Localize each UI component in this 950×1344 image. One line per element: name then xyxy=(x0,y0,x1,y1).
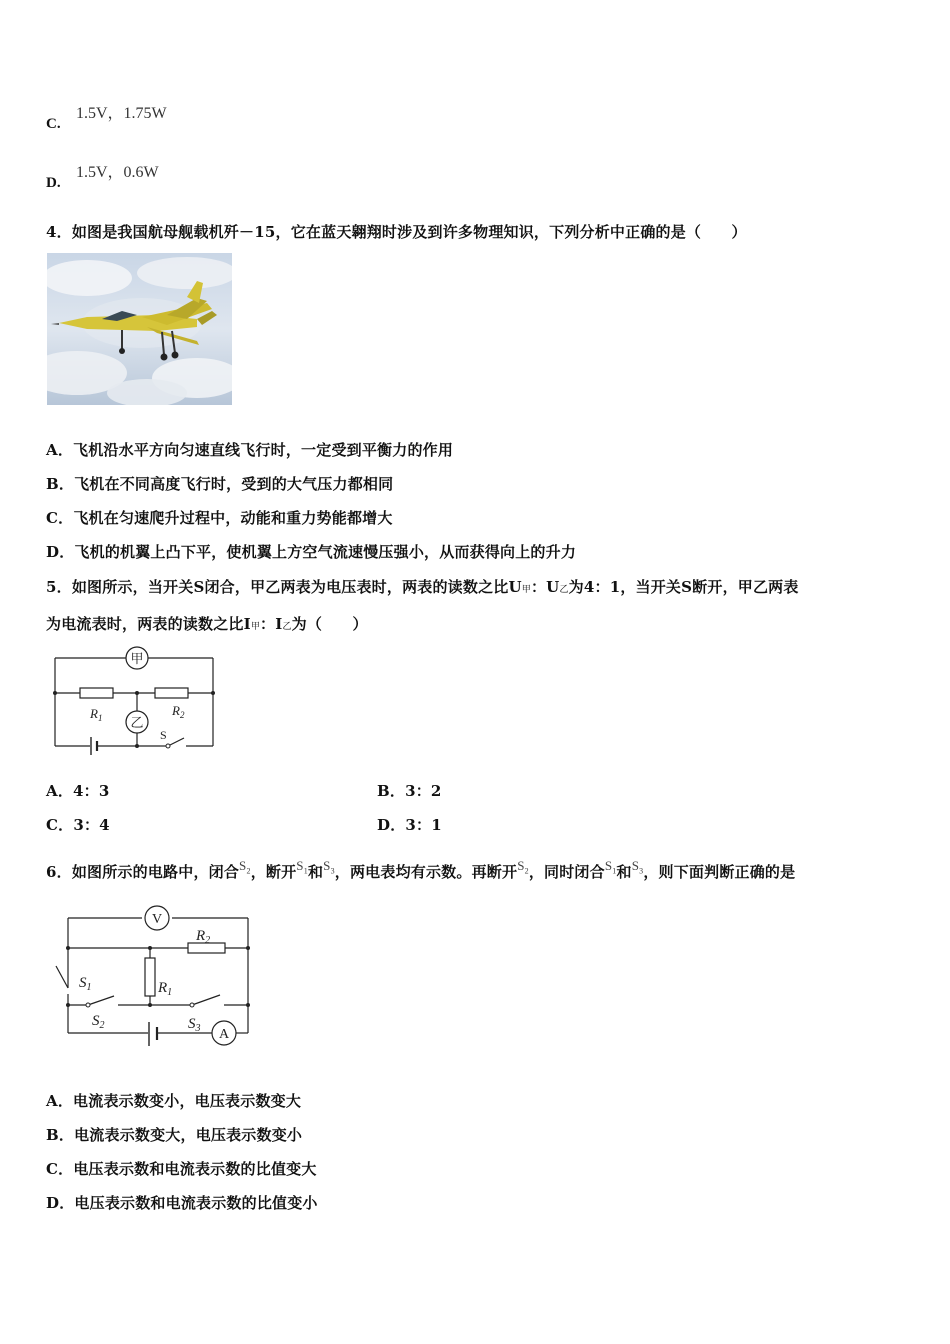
q5-option-a-text: 4：3 xyxy=(73,782,110,800)
q6-r1-label: R xyxy=(158,980,168,996)
q3-option-c-value: 1.5V，1.75W xyxy=(76,105,167,122)
q5-meter-jia-label: 甲 xyxy=(130,651,144,666)
q6-option-b-label: B． xyxy=(46,1126,75,1144)
q5-option-b-label: B． xyxy=(377,782,406,800)
q6-circuit-diagram xyxy=(48,900,258,1055)
q4-option-d-text: 飞机的机翼上凸下平，使机翼上方空气流速慢压强小，从而获得向上的升力 xyxy=(74,543,577,561)
q5-option-b[interactable] xyxy=(377,780,442,801)
svg-text:S1 xyxy=(79,975,92,993)
q4-stem: 4．如图是我国航母舰载机歼－15，它在蓝天翱翔时涉及到许多物理知识，下列分析中正确的是（ ） xyxy=(46,223,747,241)
q4-option-b-text: 飞机在不同高度飞行时，受到的大气压力都相同 xyxy=(74,475,394,493)
q6-voltmeter-label: V xyxy=(151,912,163,927)
svg-text:S3 xyxy=(188,1016,201,1034)
q5-r1-sub: 1 xyxy=(97,713,103,723)
q6-ammeter-label: A xyxy=(218,1027,230,1042)
q5-option-a-label: A． xyxy=(46,782,74,800)
q3-option-d-label: D. xyxy=(46,175,61,191)
q4-option-a-label: A． xyxy=(46,441,74,459)
q5-circuit-diagram xyxy=(50,645,220,755)
svg-text:R2 xyxy=(171,703,185,720)
q6-stem: 6．如图所示的电路中，闭合$S_2$，断开$S_1$和$S_3$，两电表均有示数。再断开$S_2$，同时闭合$S_1$和$S_3$，则下面判断正确的是 xyxy=(46,858,796,881)
svg-text:R1 xyxy=(157,980,172,998)
q4-option-a[interactable] xyxy=(46,439,453,460)
q6-s1-label: S xyxy=(79,975,87,991)
q4-option-b-label: B． xyxy=(46,475,75,493)
q6-s3-sub: 3 xyxy=(195,1023,201,1034)
q6-option-b-text: 电流表示数变大，电压表示数变小 xyxy=(74,1126,303,1144)
q6-s1-sub: 1 xyxy=(86,982,92,993)
q4-option-a-text: 飞机沿水平方向匀速直线飞行时，一定受到平衡力的作用 xyxy=(73,441,454,459)
q6-r2-sub: 2 xyxy=(205,935,211,946)
q5-option-d[interactable] xyxy=(377,814,442,835)
q6-option-a-text: 电流表示数变小，电压表示数变大 xyxy=(73,1092,302,1110)
q4-option-b[interactable] xyxy=(46,473,393,494)
q5-r2-label: R xyxy=(172,703,180,718)
q3-option-d-value: 1.5V，0.6W xyxy=(76,164,159,181)
q6-option-c-text: 电压表示数和电流表示数的比值变大 xyxy=(73,1160,317,1178)
q6-r2-label: R xyxy=(196,928,206,944)
q6-option-d[interactable] xyxy=(46,1192,318,1213)
fighter-jet-image xyxy=(47,253,232,405)
q5-meter-yi-label: 乙 xyxy=(130,715,144,730)
svg-text:R2 xyxy=(195,928,210,946)
q5-option-d-label: D． xyxy=(377,816,406,834)
q4-option-d[interactable] xyxy=(46,541,576,562)
q4-option-c[interactable] xyxy=(46,507,393,528)
q5-option-d-text: 3：1 xyxy=(405,816,442,834)
q5-r1-label: R xyxy=(90,706,98,721)
q3-option-c-label: C. xyxy=(46,116,61,132)
q5-stem-line2: 为电流表时，两表的读数之比I甲：I乙为（ ） xyxy=(46,615,368,633)
q6-r1-sub: 1 xyxy=(167,987,173,998)
q4-option-c-text: 飞机在匀速爬升过程中，动能和重力势能都增大 xyxy=(73,509,393,527)
q6-s2-label: S xyxy=(92,1013,100,1029)
q5-option-a[interactable] xyxy=(46,780,110,801)
q4-option-d-label: D． xyxy=(46,543,75,561)
q6-option-b[interactable] xyxy=(46,1124,302,1145)
q6-option-a-label: A． xyxy=(46,1092,74,1110)
q6-option-a[interactable] xyxy=(46,1090,301,1111)
q6-s3-label: S xyxy=(188,1016,196,1032)
svg-text:S2 xyxy=(92,1013,105,1031)
q4-option-c-label: C． xyxy=(46,509,74,527)
q6-option-c-label: C． xyxy=(46,1160,74,1178)
svg-text:R1 xyxy=(89,706,102,723)
q6-option-c[interactable] xyxy=(46,1158,317,1179)
q5-r2-sub: 2 xyxy=(179,710,185,720)
q5-option-c-label: C． xyxy=(46,816,74,834)
q5-option-c-text: 3：4 xyxy=(73,816,110,834)
q5-option-b-text: 3：2 xyxy=(405,782,442,800)
q5-stem-line1: 5．如图所示，当开关S闭合，甲乙两表为电压表时，两表的读数之比U甲：U乙为4：1，当开关S断开，甲乙两表 xyxy=(46,578,799,596)
q6-s2-sub: 2 xyxy=(99,1020,105,1031)
q6-option-d-text: 电压表示数和电流表示数的比值变小 xyxy=(74,1194,318,1212)
q6-option-d-label: D． xyxy=(46,1194,75,1212)
q5-option-c[interactable] xyxy=(46,814,110,835)
q5-switch-label: S xyxy=(160,728,167,742)
